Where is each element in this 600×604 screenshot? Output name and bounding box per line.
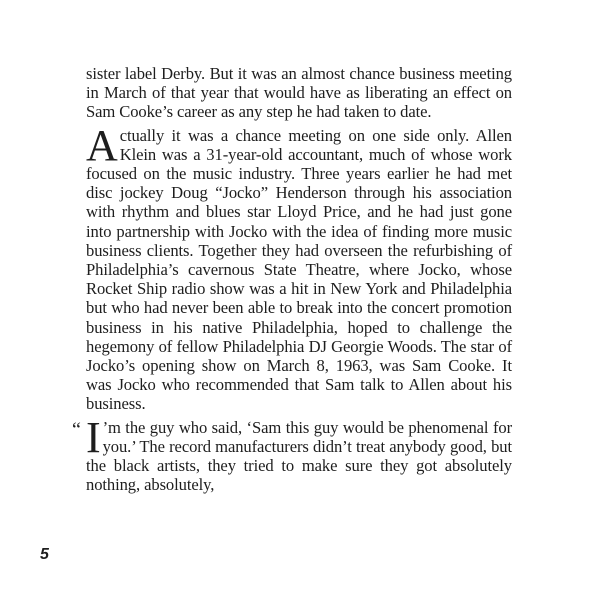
drop-cap: A (86, 120, 118, 170)
paragraph-klein (86, 120, 512, 414)
article-body (72, 64, 512, 495)
page-number: 5 (40, 546, 49, 563)
paragraph-text: sister label Derby. But it was an almost chance business meeting in March of that year that would have as liberating an effect on Sam Cooke’s career as any step he had taken to date. (86, 64, 512, 122)
paragraph-text: ’m the guy who said, ‘Sam this guy would be phenomenal for you.’ The record manufacturers didn’t treat anybody good, but the black artists, they tried to make sure they got absolutely nothing, absolutely, (86, 417, 512, 495)
paragraph-intro (86, 64, 512, 122)
drop-cap: I (86, 412, 101, 462)
opening-quote-mark: “ (72, 418, 81, 441)
paragraph-quote (72, 412, 512, 495)
paragraph-text: ctually it was a chance meeting on one side only. Allen Klein was a 31-year-old accountant, much of whose work focused on the music industry. Three years earlier he had met disc jockey Doug “Jocko” Henderson through his association with rhythm and blues star Lloyd Price, and he had just gone into partnership with Jocko with the idea of finding more music business clients. Together they had overseen the refurbishing of Philadelphia’s cavernous State Theatre, where Jocko, whose Rocket Ship radio show was a hit in New York and Philadelphia but who had never been able to break into the concert promotion business in his native Philadelphia, hoped to challenge the hegemony of fellow Philadelphia DJ Georgie Woods. The star of Jocko’s opening show on March 8, 1963, was Sam Cooke. It was Jocko who recommended that Sam talk to Allen about his business. (86, 125, 512, 414)
